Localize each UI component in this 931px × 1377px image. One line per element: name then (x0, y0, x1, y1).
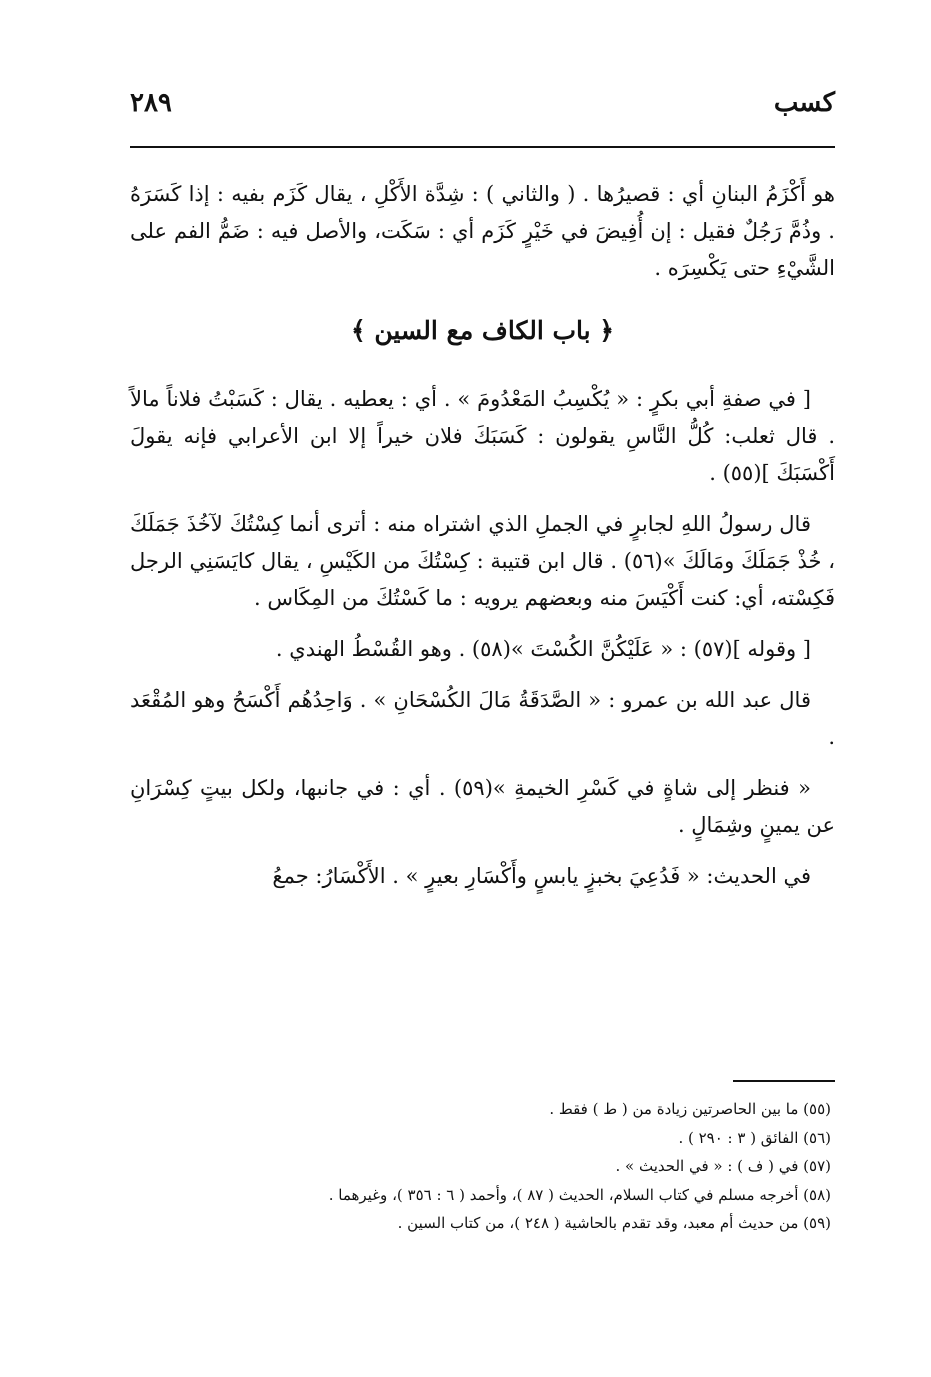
paragraph-kust: [ وقوله ](٥٧) : « عَلَيْكُنَّ الكُسْتَ »(٥٨) . وهو القُسْطُ الهندي . (275, 637, 811, 661)
page-number: ٢٨٩ (130, 88, 172, 118)
footnote-59: (٥٩) من حديث أم معبد، وقد تقدم بالحاشية ( ٢٤٨ )، من كتاب السين . (397, 1214, 831, 1232)
page-header (130, 88, 835, 128)
paragraph-kasab: [ في صفةِ أبي بكرٍ : « يُكْسِبُ المَعْدُومَ » . أي : يعطيه . يقال : كَسَبْتُ فلاناً مالاً . قال ثعلب: كُلُّ النَّاسِ يقولون : كَسَبَكَ فلان خيراً إلا ابن الأعرابي فإنه يقولَ أَكْسَبَكَ ](٥٥) . (130, 387, 835, 485)
footnotes (130, 1095, 835, 1238)
book-page (130, 0, 835, 1377)
running-title: كسب (773, 88, 835, 118)
paragraph-kasr: « فنظر إلى شاةٍ في كَسْرِ الخيمةِ »(٥٩) . أي : في جانبها، ولكل بيتٍ كِسْرَانِ عن يمينٍ وشِمَالٍ . (130, 776, 835, 837)
footnote-rule (733, 1080, 835, 1082)
section-heading: ﴿ باب الكاف مع السين ﴾ (351, 316, 614, 345)
footnote-57: (٥٧) في ( ف ) : « في الحديث » . (615, 1157, 831, 1175)
paragraph-kist: قال رسولُ اللهِ لجابرٍ في الجملِ الذي اشتراه منه : أترى أنما كِسْتُكَ لآخُذَ جَمَلَكَ ، خُذْ جَمَلَكَ ومَالَكَ »(٥٦) . قال ابن قتيبة : كِسْتُكَ من الكَيْسِ ، يقال كايَسَنِي الرجل فَكِسْته، أي: كنت أَكْيَسَ منه وبعضهم يرويه : ما كَسْتُكَ من المِكَاس . (130, 512, 836, 610)
header-rule (130, 146, 835, 148)
main-text (130, 176, 835, 909)
paragraph-continuation: هو أَكْزَمُ البنانِ أي : قصيرُها . ( والثاني ) : شِدَّة الأَكْلِ ، يقال كَزَم بفيه : إذا كَسَرَهُ . وذُمَّ رَجُلٌ فقيل : إن أُفِيضَ في خَيْرٍ كَزَم أي : سَكَت، والأصل فيه : ضَمُّ الفم على الشَّيْءِ حتى يَكْسِرَه . (130, 182, 835, 280)
footnote-58: (٥٨) أخرجه مسلم في كتاب السلام، الحديث ( ٨٧ )، وأحمد ( ٦ : ٣٥٦ )، وغيرهما . (328, 1185, 831, 1204)
paragraph-aksar: في الحديث: « فَدُعِيَ بخبزٍ يابسٍ وأَكْسَارِ بعيرٍ » . الأَكْسَارُ: جمعُ (272, 864, 811, 888)
paragraph-kushan: قال عبد الله بن عمرو : « الصَّدَقَةُ مَالَ الكُسْحَانِ » . وَاحِدُهُم أَكْسَحُ وهو المُقْعَد . (130, 688, 835, 749)
footnote-56: (٥٦) الفائق ( ٣ : ٢٩٠ ) . (678, 1128, 831, 1147)
footnote-55: (٥٥) ما بين الحاصرتين زيادة من ( ط ) فقط . (549, 1100, 831, 1118)
